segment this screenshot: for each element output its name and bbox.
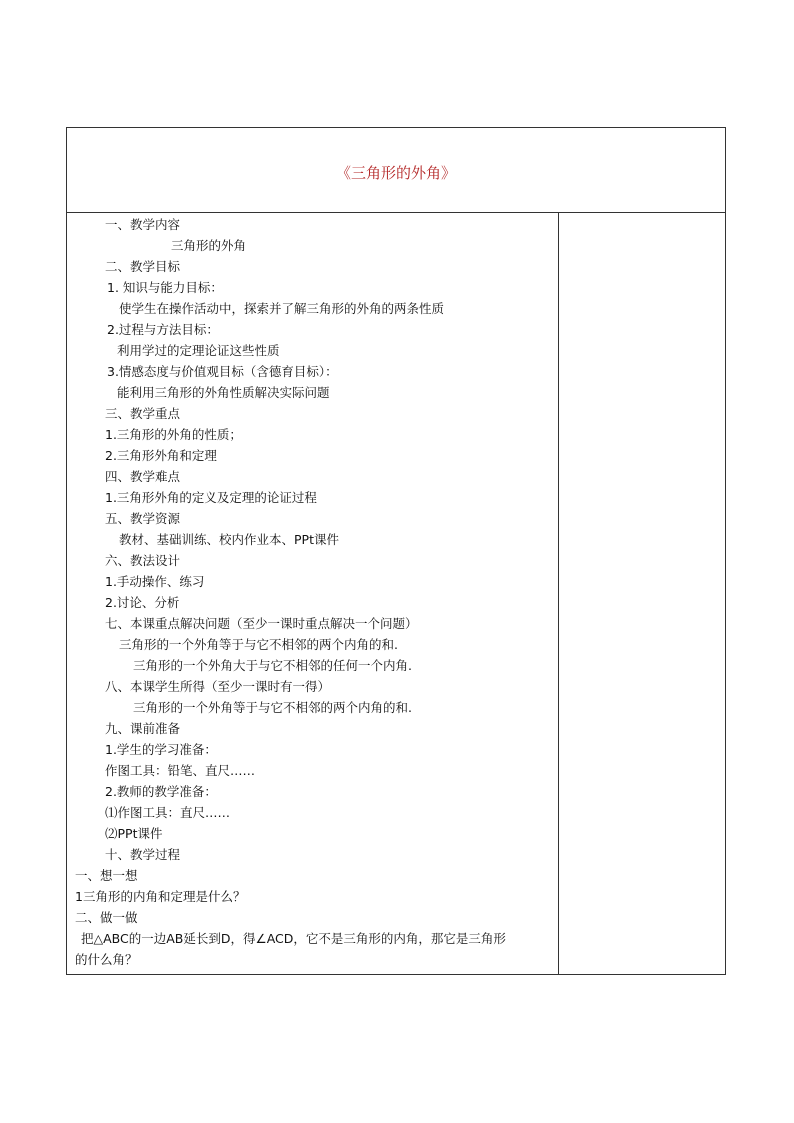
text-line: 1.学生的学习准备： (105, 742, 217, 757)
text-line: 教材、基础训练、校内作业本、PPt课件 (119, 532, 339, 547)
text-line: 3.情感态度与价值观目标（含德育目标）： (107, 364, 338, 379)
text-line: 三角形的外角 (171, 238, 247, 253)
text-line: 1三角形的内角和定理是什么？ (75, 889, 246, 904)
text-line: 的什么角？ (75, 952, 138, 967)
text-line: 利用学过的定理论证这些性质 (117, 343, 280, 358)
text-line: 三角形的一个外角大于与它不相邻的任何一个内角. (133, 658, 412, 673)
text-line: 2.讨论、分析 (105, 595, 180, 610)
text-line: 八、本课学生所得（至少一课时有一得） (105, 679, 331, 694)
text-line: 作图工具：铅笔、直尺…… (105, 763, 256, 778)
title-row (67, 128, 725, 213)
text-line: ⑴作图工具：直尺…… (105, 805, 231, 820)
column-divider (558, 213, 559, 975)
text-line: 三角形的一个外角等于与它不相邻的两个内角的和. (133, 700, 412, 715)
lesson-plan-table (66, 127, 726, 975)
text-line: 二、做一做 (75, 910, 138, 925)
document-title: 《三角形的外角》 (335, 164, 456, 182)
text-line: 一、想一想 (75, 868, 138, 883)
text-line: 三、教学重点 (105, 406, 181, 421)
text-line: 二、教学目标 (105, 259, 181, 274)
text-line: 1.三角形外角的定义及定理的论证过程 (105, 490, 317, 505)
text-line: 1.手动操作、练习 (105, 574, 205, 589)
text-line: 2.教师的教学准备： (105, 784, 217, 799)
text-line: 2.三角形外角和定理 (105, 448, 217, 463)
text-line: 能利用三角形的外角性质解决实际问题 (117, 385, 330, 400)
text-line: 把△ABC的一边AB延长到D，得∠ACD，它不是三角形的内角，那它是三角形 (81, 931, 506, 946)
text-line: 2.过程与方法目标： (107, 322, 219, 337)
text-line: 六、教法设计 (105, 553, 181, 568)
text-line: 三角形的一个外角等于与它不相邻的两个内角的和. (119, 637, 398, 652)
text-line: 使学生在操作活动中，探索并了解三角形的外角的两条性质 (119, 301, 445, 316)
text-line: 四、教学难点 (105, 469, 181, 484)
text-line: 1.三角形的外角的性质； (105, 427, 242, 442)
text-line: 一、教学内容 (105, 217, 181, 232)
text-line: ⑵PPt课件 (105, 826, 163, 841)
text-line: 1. 知识与能力目标： (107, 280, 223, 295)
text-line: 五、教学资源 (105, 511, 181, 526)
text-line: 七、本课重点解决问题（至少一课时重点解决一个问题） (105, 616, 418, 631)
text-line: 九、课前准备 (105, 721, 181, 736)
text-line: 十、教学过程 (105, 847, 181, 862)
